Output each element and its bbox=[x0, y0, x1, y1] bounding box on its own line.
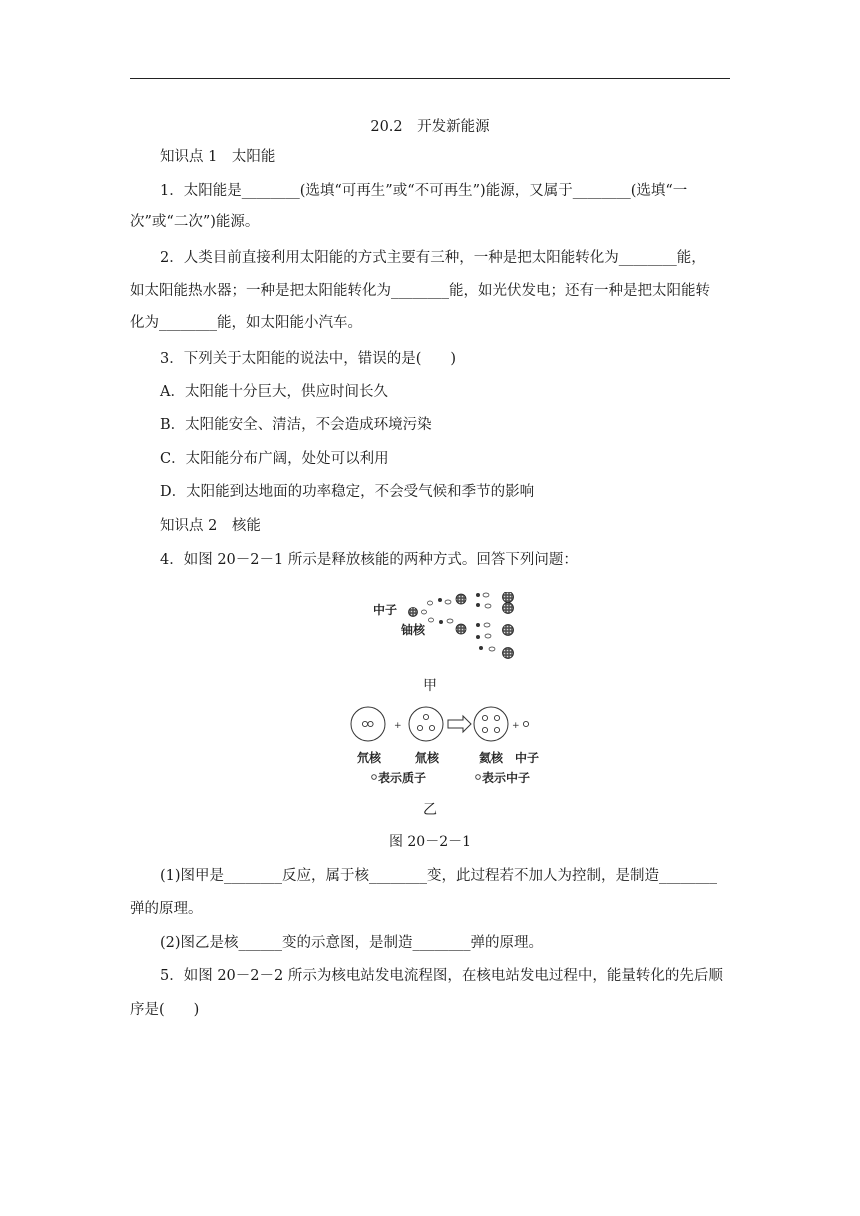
tritium-label: 氚核 bbox=[415, 751, 440, 765]
header-rule bbox=[130, 78, 730, 79]
question-3-option-c: C．太阳能分布广阔，处处可以利用 bbox=[160, 451, 389, 467]
figure-jia-caption: 甲 bbox=[423, 678, 437, 694]
question-2-line-3: 化为________能，如太阳能小汽车。 bbox=[130, 315, 362, 331]
neutron-legend: 表示中子 bbox=[482, 771, 531, 785]
deuterium-label: 氘核 bbox=[357, 751, 382, 765]
plus-sign-2: + bbox=[512, 721, 520, 731]
question-4-part-1-line-1: (1)图甲是________反应，属于核________变，此过程若不加人为控制，是制造________ bbox=[160, 868, 718, 884]
question-3-stem: 3．下列关于太阳能的说法中，错误的是( ) bbox=[160, 351, 457, 367]
page-title: 20.2 开发新能源 bbox=[370, 119, 490, 135]
section-heading-nuclear: 知识点 2 核能 bbox=[160, 518, 261, 534]
proton-legend: 表示质子 bbox=[378, 771, 427, 785]
question-1-line-2: 次”或“二次”)能源。 bbox=[130, 214, 260, 230]
fusion-diagram bbox=[345, 702, 545, 790]
helium-label: 氦核 bbox=[479, 751, 504, 765]
neutron-product-label: 中子 bbox=[515, 751, 540, 765]
question-3-option-d: D．太阳能到达地面的功率稳定，不会受气候和季节的影响 bbox=[160, 484, 535, 500]
question-4-stem: 4．如图 20－2－1 所示是释放核能的两种方式。回答下列问题： bbox=[160, 552, 578, 568]
tritium-nucleus bbox=[409, 707, 443, 741]
question-2-line-1: 2．人类目前直接利用太阳能的方式主要有三种，一种是把太阳能转化为________能， bbox=[160, 250, 706, 266]
plus-sign-1: + bbox=[394, 721, 402, 731]
question-1-line-1: 1．太阳能是________(选填“可再生”或“不可再生”)能源，又属于________(选填“一 bbox=[160, 183, 688, 199]
free-neutron bbox=[523, 721, 528, 726]
figure-caption: 图 20－2－1 bbox=[388, 834, 472, 850]
arrow-icon bbox=[448, 716, 471, 732]
neutron-label: 中子 bbox=[373, 603, 398, 617]
question-5-line-2: 序是( ) bbox=[130, 1002, 200, 1018]
section-heading-solar: 知识点 1 太阳能 bbox=[160, 149, 276, 165]
question-3-option-b: B．太阳能安全、清洁，不会造成环境污染 bbox=[160, 417, 432, 433]
fission-diagram bbox=[368, 592, 528, 670]
question-4-part-2: (2)图乙是核______变的示意图，是制造________弹的原理。 bbox=[160, 935, 544, 951]
helium-nucleus bbox=[474, 707, 508, 741]
uranium-label: 铀核 bbox=[401, 623, 426, 637]
question-4-part-1-line-2: 弹的原理。 bbox=[130, 901, 203, 917]
figure-yi-caption: 乙 bbox=[423, 802, 437, 818]
question-3-option-a: A．太阳能十分巨大，供应时间长久 bbox=[160, 384, 388, 400]
question-5-line-1: 5．如图 20－2－2 所示为核电站发电流程图，在核电站发电过程中，能量转化的先后顺 bbox=[160, 968, 723, 984]
question-2-line-2: 如太阳能热水器；一种是把太阳能转化为________能，如光伏发电；还有一种是把太阳能转 bbox=[130, 283, 710, 299]
